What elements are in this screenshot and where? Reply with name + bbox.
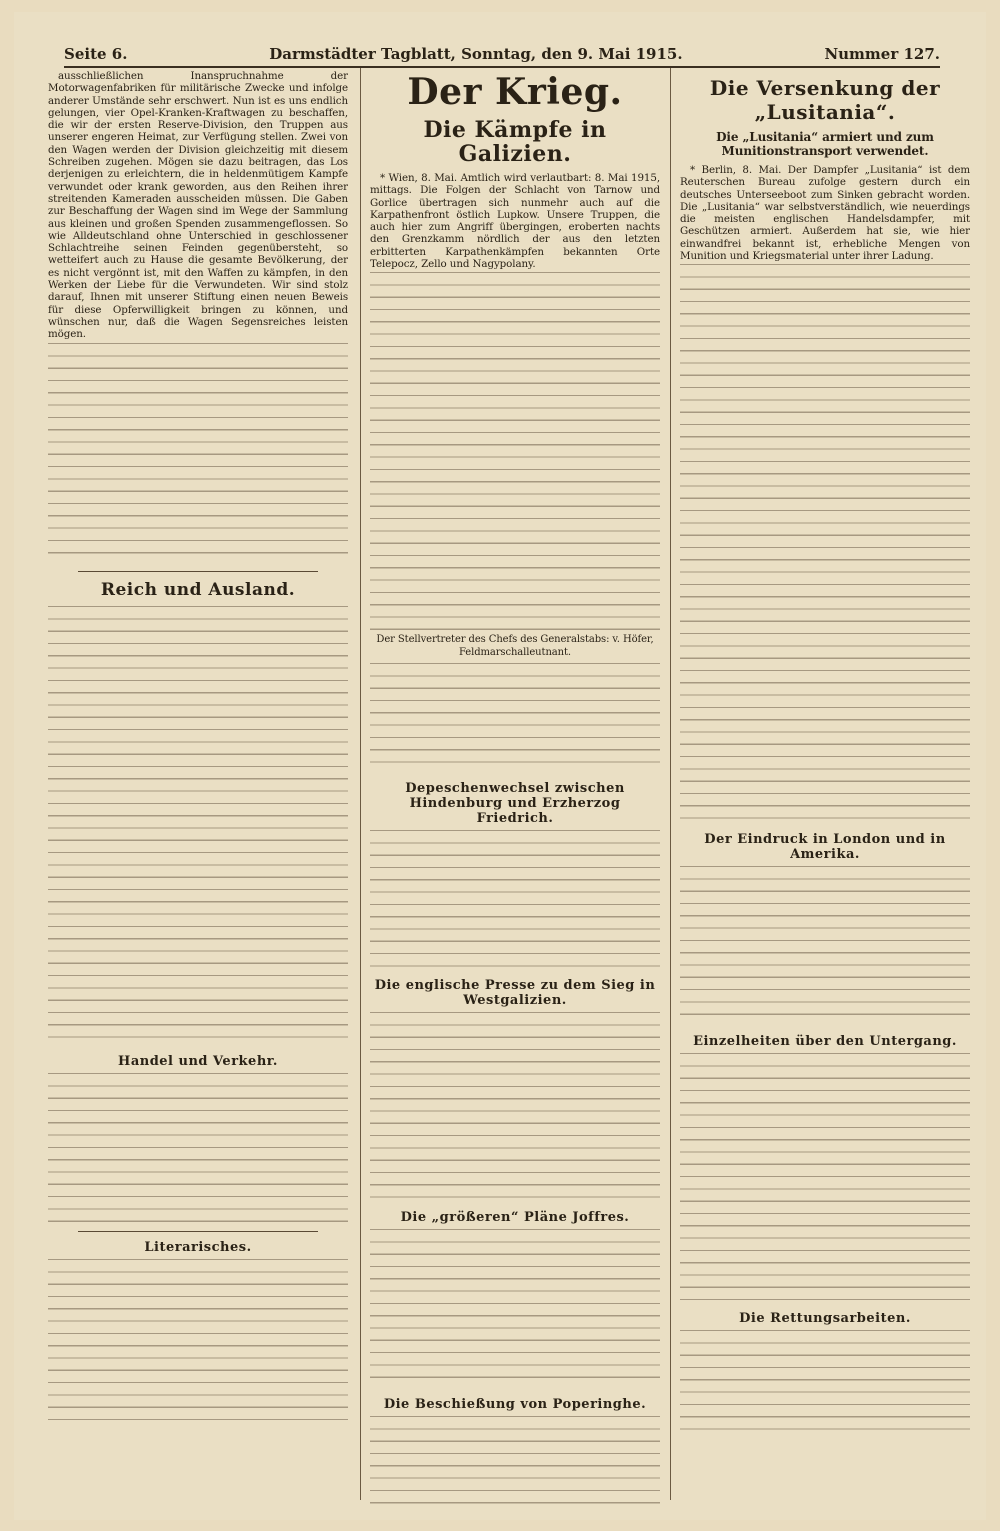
intro-paragraph: ausschließlichen Inanspruchnahme der Motorwagenfabriken für militärische Zwecke und infolge anderer Umstände sehr erschwert. Nun ist es uns endlich gelungen, vier Opel-Kranken-Kraftwagen zu beschaffen, die wir der ersten Reserve-Division, den Truppen aus unserer engeren Heimat, zur Verfügung stellen. Zwei von den Wagen werden der Division gleichzeitig mit diesem Schreiben zugehen. Mögen sie dazu beitragen, das Los derjenigen zu erleichtern, die in heldenmütigem Kampfe verwundet oder krank geworden, aus den Reihen ihrer streitenden Kameraden ausscheiden müssen. Die Gaben zur Beschaffung der Wagen sind im Wege der Sammlung aus kleinen und großen Spenden zusammengeflossen. So wie Alldeutschland ohne Unterschied in geschlossener Schlachtreihe seinen Feinden gegenübersteht, so wetteifert auch zu Hause die gesamte Bevölkerung, der es nicht vergönnt ist, mit den Waffen zu kämpfen, in den Werken der Liebe für die Verwundeten. Wir sind stolz darauf, Ihnen mit unserer Stiftung einen neuen Beweis für diese Opferwilligkeit bringen zu können, und wünschen nur, daß die Wagen Segensreiches leisten mögen. bbox=[48, 70, 348, 341]
text-lines bbox=[370, 830, 660, 970]
text-lines bbox=[48, 343, 348, 563]
heading-kaempfe-galizien: Die Kämpfe in Galizien. bbox=[423, 117, 607, 167]
heading-literarisches: Literarisches. bbox=[144, 1239, 252, 1255]
column-rule-left bbox=[360, 68, 361, 1500]
paper-title: Darmstädter Tagblatt, Sonntag, den 9. Mai 1915. bbox=[269, 45, 683, 63]
middle-column bbox=[370, 70, 660, 1510]
heading-englische-presse: Die englische Presse zu dem Sieg in Westgalizien. bbox=[374, 977, 656, 1008]
text-lines bbox=[370, 1012, 660, 1202]
heading-eindruck: Der Eindruck in London und in Amerika. bbox=[704, 832, 946, 863]
text-lines bbox=[48, 1259, 348, 1429]
heading-versenkung-lusitania: Die Versenkung der „Lusitania“. bbox=[709, 76, 941, 124]
issue-number: Nummer 127. bbox=[824, 45, 940, 63]
section-divider bbox=[78, 1231, 318, 1232]
section-divider bbox=[78, 571, 318, 572]
column-rule-right bbox=[670, 68, 671, 1500]
lusitania-report: * Berlin, 8. Mai. Der Dampfer „Lusitania“ ist dem Reuterschen Bureau zufolge gestern durch ein deutsches Unterseeboot zum Sinken gebracht worden. Die „Lusitania“ war selbstverständlich, wie neuerdings die meisten englischen Handelsdampfer, mit Geschützen armiert. Außerdem hat sie, wie hier einwandfrei bekannt ist, erhebliche Mengen von Munition und Kriegsmaterial unter ihrer Ladung. bbox=[680, 164, 970, 263]
text-lines bbox=[370, 1416, 660, 1510]
text-lines bbox=[680, 1053, 970, 1303]
text-lines bbox=[48, 1073, 348, 1223]
text-lines bbox=[680, 866, 970, 1026]
right-column bbox=[680, 70, 970, 1510]
text-lines bbox=[680, 264, 970, 824]
heading-joffre: Die „größeren“ Pläne Joffres. bbox=[400, 1209, 630, 1225]
heading-der-krieg: Der Krieg. bbox=[407, 71, 623, 113]
heading-handel: Handel und Verkehr. bbox=[118, 1053, 278, 1069]
signature-hoefer: Der Stellvertreter des Chefs des Generalstabs: v. Höfer, Feldmarschalleutnant. bbox=[376, 634, 654, 658]
heading-einzelheiten: Einzelheiten über den Untergang. bbox=[693, 1034, 957, 1050]
heading-reich-ausland: Reich und Ausland. bbox=[100, 579, 296, 600]
heading-rettungsarbeiten: Die Rettungsarbeiten. bbox=[739, 1311, 911, 1327]
text-lines bbox=[370, 1229, 660, 1389]
masthead bbox=[64, 42, 940, 68]
text-lines bbox=[680, 1330, 970, 1440]
heading-poperinghe: Die Beschießung von Poperinghe. bbox=[383, 1396, 647, 1412]
text-lines bbox=[370, 663, 660, 773]
text-lines bbox=[48, 606, 348, 1046]
left-column bbox=[48, 70, 348, 1510]
galizien-report: * Wien, 8. Mai. Amtlich wird verlautbart: 8. Mai 1915, mittags. Die Folgen der Schlacht von Tarnow und Gorlice übertragen sich nunmehr auch auf die Karpathenfront östlich Lupkow. Unsere Truppen, die auch hier zum Angriff übergingen, eroberten nachts den Grenzkamm nördlich der aus den letzten erbitterten Karpathenkämpfen bekannten Orte Telepocz, Zello und Nagypolany. bbox=[370, 172, 660, 271]
newspaper-page bbox=[14, 12, 986, 1520]
lusitania-deck: Die „Lusitania“ armiert und zum Munitionstransport verwendet. bbox=[716, 130, 934, 158]
page-number: Seite 6. bbox=[64, 45, 128, 63]
text-lines bbox=[370, 272, 660, 632]
heading-depeschenwechsel: Depeschenwechsel zwischen Hindenburg und Erzherzog Friedrich. bbox=[405, 780, 625, 826]
